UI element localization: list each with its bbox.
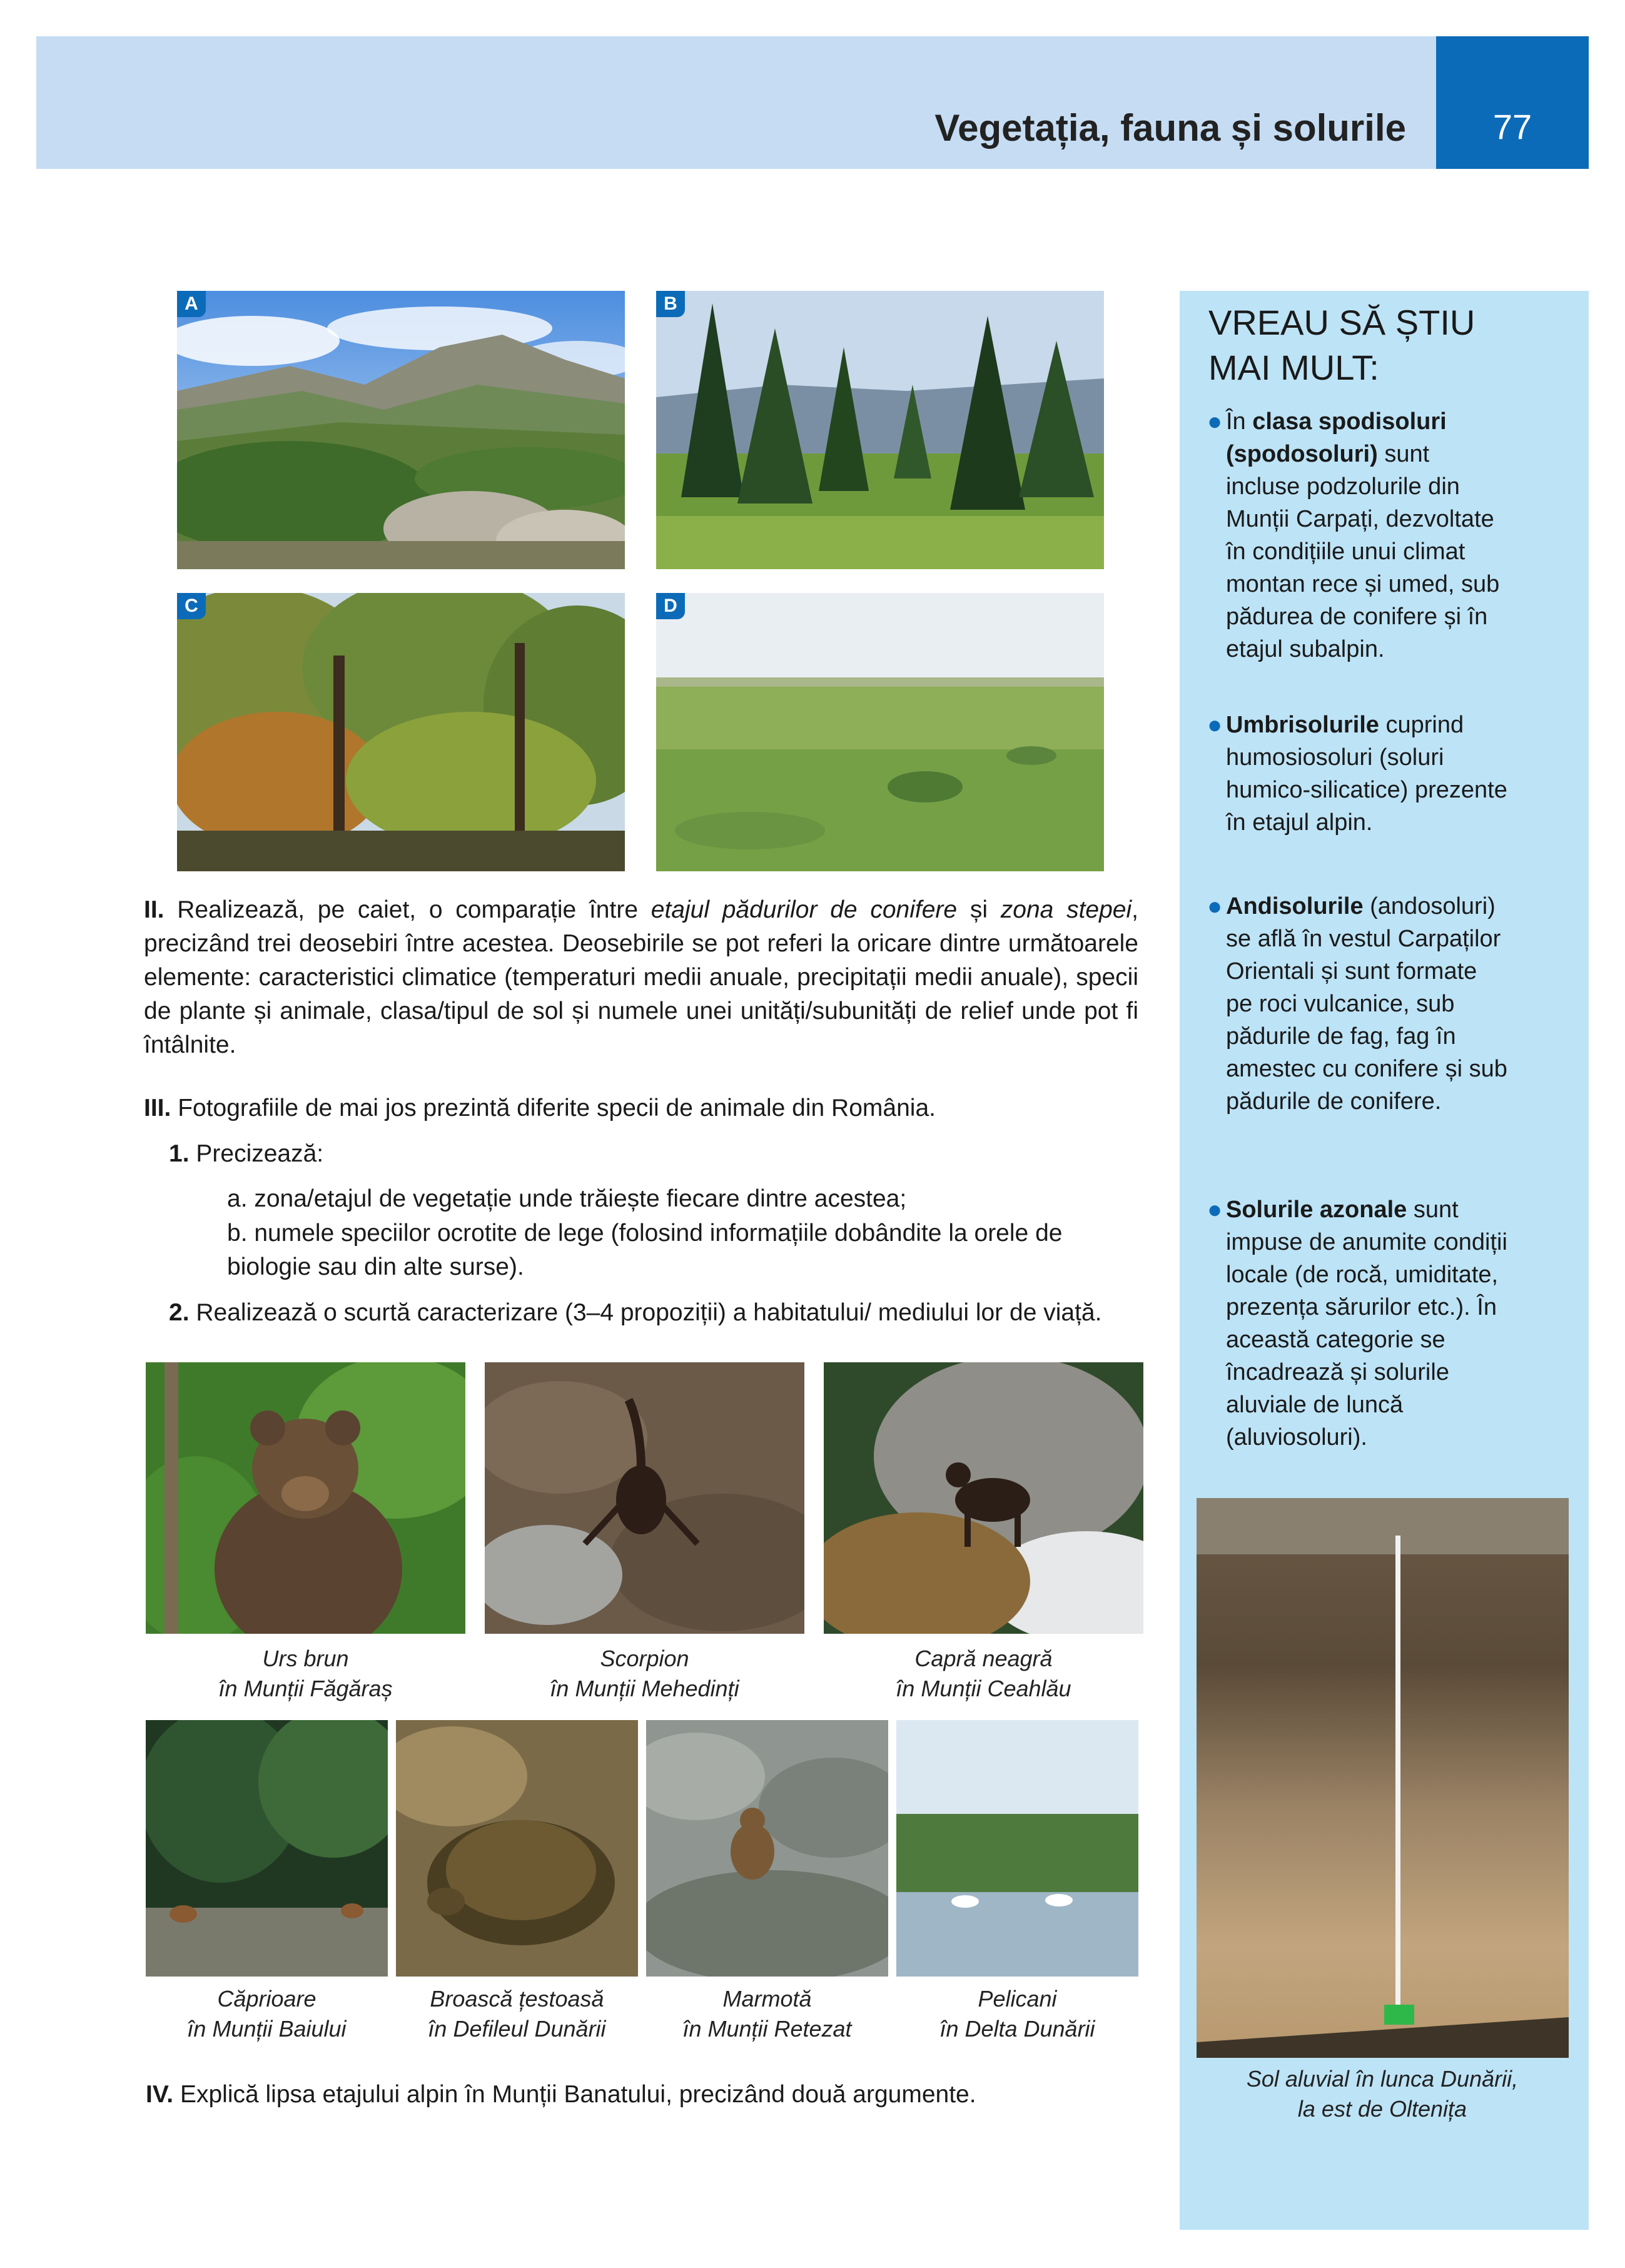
sidebar-item-azonale bbox=[1207, 1193, 1507, 1454]
caption-chamois-place: în Munții Ceahlău bbox=[896, 1676, 1071, 1701]
sidebar-item-2-term: Umbrisolurile bbox=[1226, 712, 1379, 738]
photo-d-steppe bbox=[656, 593, 1104, 871]
caption-bear bbox=[146, 1644, 465, 1704]
caption-chamois-name: Capră neagră bbox=[914, 1646, 1053, 1671]
photo-b-conifer-forest bbox=[656, 291, 1104, 569]
sidebar-item-3-term: Andisolurile bbox=[1226, 893, 1364, 919]
photo-tortoise bbox=[396, 1720, 638, 1977]
photo-scorpion bbox=[485, 1362, 804, 1634]
caption-marmot bbox=[634, 1984, 901, 2044]
caption-pelicans-place: în Delta Dunării bbox=[939, 2016, 1095, 2042]
caption-soil-line-2: la est de Oltenița bbox=[1297, 2096, 1467, 2122]
sidebar-item-4-term: Solurile azonale bbox=[1226, 1197, 1407, 1223]
photo-pelicans bbox=[896, 1720, 1138, 1977]
photo-marmot bbox=[646, 1720, 888, 1977]
photo-brown-bear bbox=[146, 1362, 465, 1634]
bullet-icon: ● bbox=[1207, 408, 1223, 435]
caption-marmot-name: Marmotă bbox=[722, 1986, 812, 2012]
sidebar-item-1-text: sunt incluse podzolurile din Munții Carpați, dezvoltate în condițiile unui climat montan rece și umed, sub pădurea de conifere și în etajul subalpin. bbox=[1226, 441, 1500, 662]
exercise-2-emphasis-2: zona stepei bbox=[1000, 896, 1132, 923]
caption-tortoise bbox=[383, 1984, 651, 2044]
page-number-tab bbox=[1436, 36, 1589, 169]
caption-pelicans-name: Pelicani bbox=[978, 1986, 1057, 2012]
caption-scorpion bbox=[485, 1644, 804, 1704]
sidebar-title-line-1: VREAU SĂ ȘTIU bbox=[1208, 303, 1476, 342]
exercise-4-number: IV. bbox=[146, 2081, 174, 2108]
exercise-3-item-2 bbox=[169, 1296, 1145, 1330]
exercise-3 bbox=[144, 1091, 1138, 1125]
photo-b-label: B bbox=[656, 291, 685, 317]
bullet-icon: ● bbox=[1207, 711, 1223, 739]
caption-soil bbox=[1182, 2064, 1582, 2124]
sidebar-item-andisoluri bbox=[1207, 890, 1507, 1118]
caption-roe-deer-place: în Munții Baiului bbox=[187, 2016, 347, 2042]
bullet-icon: ● bbox=[1207, 1196, 1223, 1223]
sidebar-item-4-text: sunt impuse de anumite condiții locale (de rocă, umiditate, prezența sărurilor etc.). În această categorie se încadrează și solurile aluviale de luncă (aluviosoluri). bbox=[1226, 1197, 1507, 1450]
exercise-3-sub-a: a. zona/etajul de vegetație unde trăiește fiecare dintre acestea; bbox=[227, 1185, 907, 1212]
caption-bear-place: în Munții Făgăraș bbox=[218, 1676, 393, 1701]
exercise-3-text: Fotografiile de mai jos prezintă diferite specii de animale din România. bbox=[178, 1095, 936, 1121]
photo-a-alpine-landscape bbox=[177, 291, 625, 569]
exercise-3-item-2-number: 2. bbox=[169, 1299, 190, 1326]
caption-bear-name: Urs brun bbox=[262, 1646, 349, 1671]
sidebar-item-spodisoluri bbox=[1207, 405, 1507, 666]
photo-chamois bbox=[824, 1362, 1143, 1634]
caption-soil-line-1: Sol aluvial în lunca Dunării, bbox=[1246, 2066, 1519, 2092]
photo-d-label: D bbox=[656, 593, 685, 619]
sidebar-item-umbrisoluri bbox=[1207, 709, 1507, 839]
exercise-2-number: II. bbox=[144, 896, 165, 923]
caption-roe-deer-name: Căprioare bbox=[217, 1986, 316, 2012]
bullet-icon: ● bbox=[1207, 893, 1223, 920]
caption-roe-deer bbox=[133, 1984, 400, 2044]
caption-tortoise-place: în Defileul Dunării bbox=[428, 2016, 606, 2042]
caption-pelicans bbox=[884, 1984, 1151, 2044]
caption-chamois bbox=[824, 1644, 1143, 1704]
exercise-3-item-1-number: 1. bbox=[169, 1140, 190, 1167]
caption-scorpion-name: Scorpion bbox=[600, 1646, 689, 1671]
exercise-3-item-1-text: Precizează: bbox=[196, 1140, 324, 1167]
exercise-2-emphasis-1: etajul pădurilor de conifere bbox=[651, 896, 958, 923]
exercise-3-item-2-text: Realizează o scurtă caracterizare (3–4 propoziții) a habitatului/ mediului lor de viață. bbox=[196, 1299, 1102, 1326]
caption-tortoise-name: Broască țestoasă bbox=[430, 1986, 604, 2012]
page-title: Vegetația, fauna și solurile bbox=[934, 107, 1406, 149]
sidebar-title bbox=[1208, 300, 1559, 390]
caption-scorpion-place: în Munții Mehedinți bbox=[550, 1676, 739, 1701]
exercise-2-text-2: și bbox=[957, 896, 1001, 923]
sidebar-item-2-text: cuprind humosiosoluri (soluri humico-silicatice) prezente în etajul alpin. bbox=[1226, 712, 1507, 836]
exercise-3-number: III. bbox=[144, 1095, 171, 1121]
exercise-4-text: Explică lipsa etajului alpin în Munții Banatului, precizând două argumente. bbox=[180, 2081, 976, 2108]
page-number: 77 bbox=[1492, 107, 1532, 146]
photo-c-label: C bbox=[177, 593, 206, 619]
exercise-4 bbox=[146, 2078, 1147, 2112]
photo-alluvial-soil bbox=[1197, 1498, 1569, 2058]
exercise-2-text-3: , precizând trei deosebiri între acestea. Deosebirile se pot referi la oricare dintre următoarele elemente: caracteristici climatice (temperaturi medii anuale, precipitații medii anuale), specii de plante și animale, clasa/tipul de sol și numele unei unități/subunități de relief unde pot fi întâlnite. bbox=[144, 896, 1138, 1058]
photo-roe-deer bbox=[146, 1720, 388, 1977]
exercise-3-sub-b: b. numele speciilor ocrotite de lege (folosind informațiile dobândite la orele de biologie sau din alte surse). bbox=[227, 1220, 1063, 1280]
exercise-2-text-1: Realizează, pe caiet, o comparație între bbox=[177, 896, 651, 923]
sidebar-title-line-2: MAI MULT: bbox=[1208, 348, 1379, 387]
caption-marmot-place: în Munții Retezat bbox=[682, 2016, 852, 2042]
exercise-3-item-1 bbox=[169, 1137, 1107, 1171]
photo-a-label: A bbox=[177, 291, 206, 317]
exercise-2 bbox=[144, 893, 1138, 1062]
photo-c-deciduous-forest bbox=[177, 593, 625, 871]
sidebar-item-1-prefix: În bbox=[1226, 408, 1253, 435]
sidebar-item-3-text: (andosoluri) se află în vestul Carpaților Orientali și sunt formate pe roci vulcanice, sub pădurile de fag, fag în amestec cu conifere și sub pădurile de conifere. bbox=[1226, 893, 1507, 1115]
sidebar-item-1-term: clasa spodisoluri (spodosoluri) bbox=[1226, 408, 1447, 467]
